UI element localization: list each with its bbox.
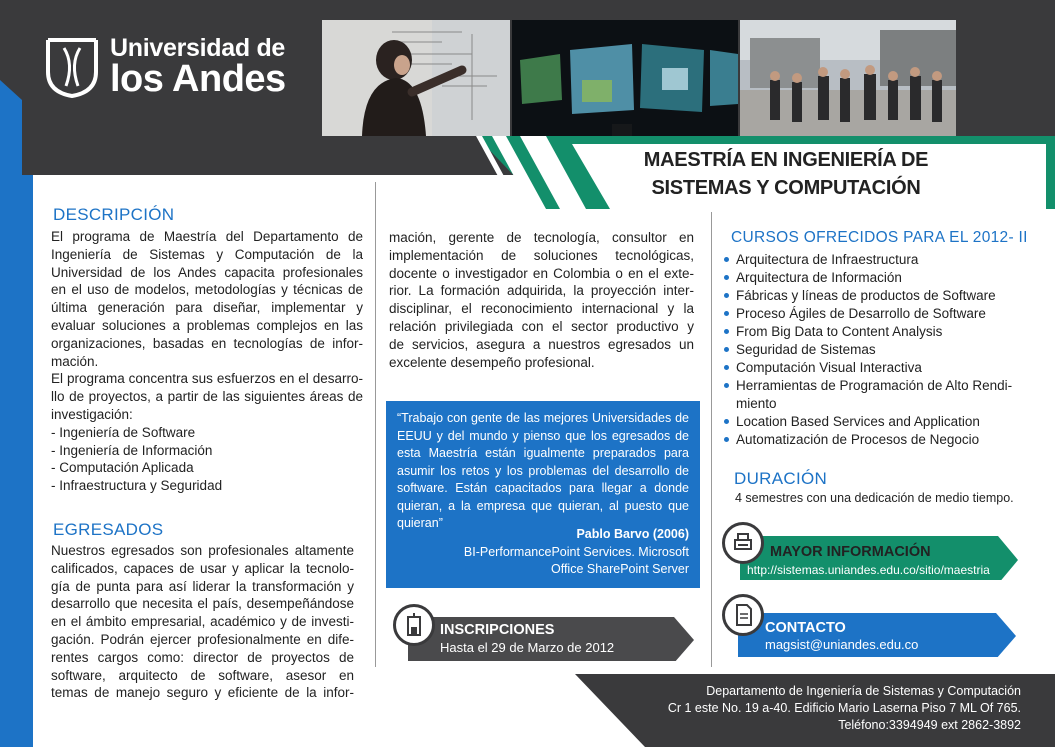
research-area-item: - Infraestructura y Seguridad bbox=[51, 478, 223, 494]
research-area-item: - Ingeniería de Software bbox=[51, 424, 196, 440]
footer-phone: Teléfono:3394949 ext 2862-3892 bbox=[838, 718, 1021, 732]
photo-visualization-screens bbox=[512, 20, 738, 136]
testimonial-text bbox=[397, 410, 689, 533]
research-area-item: - Ingeniería de Información bbox=[51, 442, 213, 458]
page-title bbox=[600, 146, 972, 202]
quote-line: quieran, a la empresa que quieran, al puesto que bbox=[397, 498, 689, 513]
descripcion-line: en el uso de modelos, metodologías y técnicas de bbox=[51, 282, 363, 298]
footer-department: Departamento de Ingeniería de Sistemas y Computación bbox=[706, 684, 1021, 698]
course-item: Location Based Services and Application bbox=[724, 413, 980, 431]
column-divider-2 bbox=[711, 212, 712, 667]
course-item-wrap: miento bbox=[736, 396, 777, 411]
quote-line: “Trabajo con gente de las mejores Universidades de bbox=[397, 411, 689, 425]
middle-line: excelente desempeño profesional. bbox=[389, 354, 595, 370]
middle-line: relación privilegiada con el sector productivo y bbox=[389, 318, 694, 334]
quote-line: EEUU y del mundo y pienso que los egresados de bbox=[397, 428, 689, 443]
cursos-heading: CURSOS OFRECIDOS PARA EL 2012- II bbox=[731, 229, 1028, 246]
egresados-heading: EGRESADOS bbox=[53, 520, 164, 539]
title-line1: MAESTRÍA EN INGENIERÍA DE bbox=[643, 149, 929, 171]
egresados-line: desarrollo que necesita el país, desempeñándose bbox=[51, 596, 354, 612]
building-icon bbox=[393, 604, 435, 646]
descripcion-line: última generación para diseñar, implementar y bbox=[51, 300, 363, 316]
middle-line: mación, gerente de tecnología, consultor en bbox=[389, 230, 694, 245]
course-item: Arquitectura de Información bbox=[724, 269, 902, 287]
course-item: Fábricas y líneas de productos de Software bbox=[724, 287, 996, 305]
university-logo-icon bbox=[44, 34, 100, 98]
duracion-text: 4 semestres con una dedicación de medio tiempo. bbox=[735, 491, 1014, 505]
descripcion-line: evaluar soluciones a problemas complejos en las bbox=[51, 317, 363, 333]
testimonial-author: Pablo Barvo (2006) bbox=[576, 527, 689, 541]
quote-line: software. Están capacitados para llegar a donde bbox=[397, 481, 689, 495]
quote-line: quieran” bbox=[397, 516, 443, 530]
egresados-line: rentes cargos como: director de proyectos de bbox=[51, 649, 354, 665]
descripcion-line: El programa de Maestría del Departamento de bbox=[51, 229, 363, 244]
inscripciones-date: Hasta el 29 de Marzo de 2012 bbox=[440, 640, 615, 655]
quote-line: asumir los retos y los problemas del desarrollo de bbox=[397, 463, 689, 478]
course-item: Seguridad de Sistemas bbox=[724, 341, 876, 359]
photo-woman-whiteboard bbox=[322, 20, 510, 136]
logo-text-line1: Universidad de bbox=[110, 34, 286, 62]
egresados-line: gación. Podrán ejercer profesionalmente en dife- bbox=[51, 631, 354, 647]
document-icon bbox=[722, 594, 764, 636]
egresados-continuation bbox=[389, 229, 694, 371]
descripcion-line: mación. bbox=[51, 353, 99, 369]
course-item: Arquitectura de Infraestructura bbox=[724, 251, 918, 269]
descripcion-line: llo de proyectos, a partir de las siguientes áreas de bbox=[51, 389, 363, 405]
testimonial-role-line1: BI-PerformancePoint Services. Microsoft bbox=[463, 544, 689, 559]
duracion-heading: DURACIÓN bbox=[734, 469, 828, 488]
egresados-paragraph bbox=[51, 542, 354, 702]
column-divider-1 bbox=[375, 182, 376, 667]
footer-address: Cr 1 este No. 19 a-40. Edificio Mario Laserna Piso 7 ML Of 765. bbox=[667, 701, 1021, 715]
descripcion-line: Universidad de los Andes capacita profesionales bbox=[51, 264, 363, 280]
course-item: Computación Visual Interactiva bbox=[724, 359, 922, 377]
mayor-info-title: MAYOR INFORMACIÓN bbox=[770, 544, 931, 560]
descripcion-line: Ingeniería de Sistemas y Computación de la bbox=[51, 246, 363, 262]
left-accent-bar bbox=[0, 175, 33, 747]
printer-icon bbox=[722, 522, 764, 564]
egresados-line: en el ámbito empresarial, académico y de investi- bbox=[51, 614, 354, 630]
logo-text-line2: los Andes bbox=[110, 58, 286, 100]
egresados-line: calificados, capaces de usar y aplicar la tecnolo- bbox=[51, 560, 354, 576]
contacto-title: CONTACTO bbox=[765, 620, 846, 636]
photo-students-campus bbox=[740, 20, 956, 136]
mayor-info-link[interactable]: http://sistemas.uniandes.edu.co/sitio/maestria bbox=[747, 563, 990, 577]
descripcion-paragraph bbox=[51, 228, 363, 495]
egresados-line: temas de manejo seguro y eficiente de la infor- bbox=[51, 685, 354, 701]
middle-line: docente o investigador en Colombia o en el exte- bbox=[389, 265, 694, 281]
contacto-email[interactable]: magsist@uniandes.edu.co bbox=[765, 637, 919, 652]
course-item: From Big Data to Content Analysis bbox=[724, 323, 942, 341]
middle-line: rior. La formación adquirida, la proyección inter- bbox=[389, 283, 694, 299]
descripcion-heading: DESCRIPCIÓN bbox=[53, 205, 175, 224]
descripcion-line: investigación: bbox=[51, 406, 133, 422]
inscripciones-title: INSCRIPCIONES bbox=[440, 622, 555, 638]
course-item: Proceso Ágiles de Desarrollo de Software bbox=[724, 305, 986, 323]
course-item: Herramientas de Programación de Alto Rendi- bbox=[724, 377, 1012, 395]
testimonial-author-block bbox=[397, 526, 689, 579]
testimonial-role-line2: Office SharePoint Server bbox=[550, 562, 689, 576]
descripcion-line: El programa concentra sus esfuerzos en el desarro- bbox=[51, 371, 363, 387]
egresados-line: Nuestros egresados son profesionales altamente bbox=[51, 543, 354, 558]
egresados-line: software, arquitecto de software, asesor en bbox=[51, 667, 354, 683]
research-area-item: - Computación Aplicada bbox=[51, 460, 194, 476]
middle-line: implementación de soluciones tecnológicas, bbox=[389, 247, 694, 263]
course-item: Automatización de Procesos de Negocio bbox=[724, 431, 979, 449]
egresados-line: gía de punta para así liderar la transformación y bbox=[51, 578, 354, 594]
quote-line: esta Maestría están igualmente preparados para bbox=[397, 446, 689, 460]
middle-line: de servicios, asegura a nuestros egresados un bbox=[389, 336, 694, 352]
middle-line: disciplinar, el reconocimiento internacional y la bbox=[389, 301, 694, 317]
descripcion-line: organizaciones, basadas en tecnologías de infor- bbox=[51, 335, 363, 351]
title-line2: SISTEMAS Y COMPUTACIÓN bbox=[651, 177, 921, 199]
